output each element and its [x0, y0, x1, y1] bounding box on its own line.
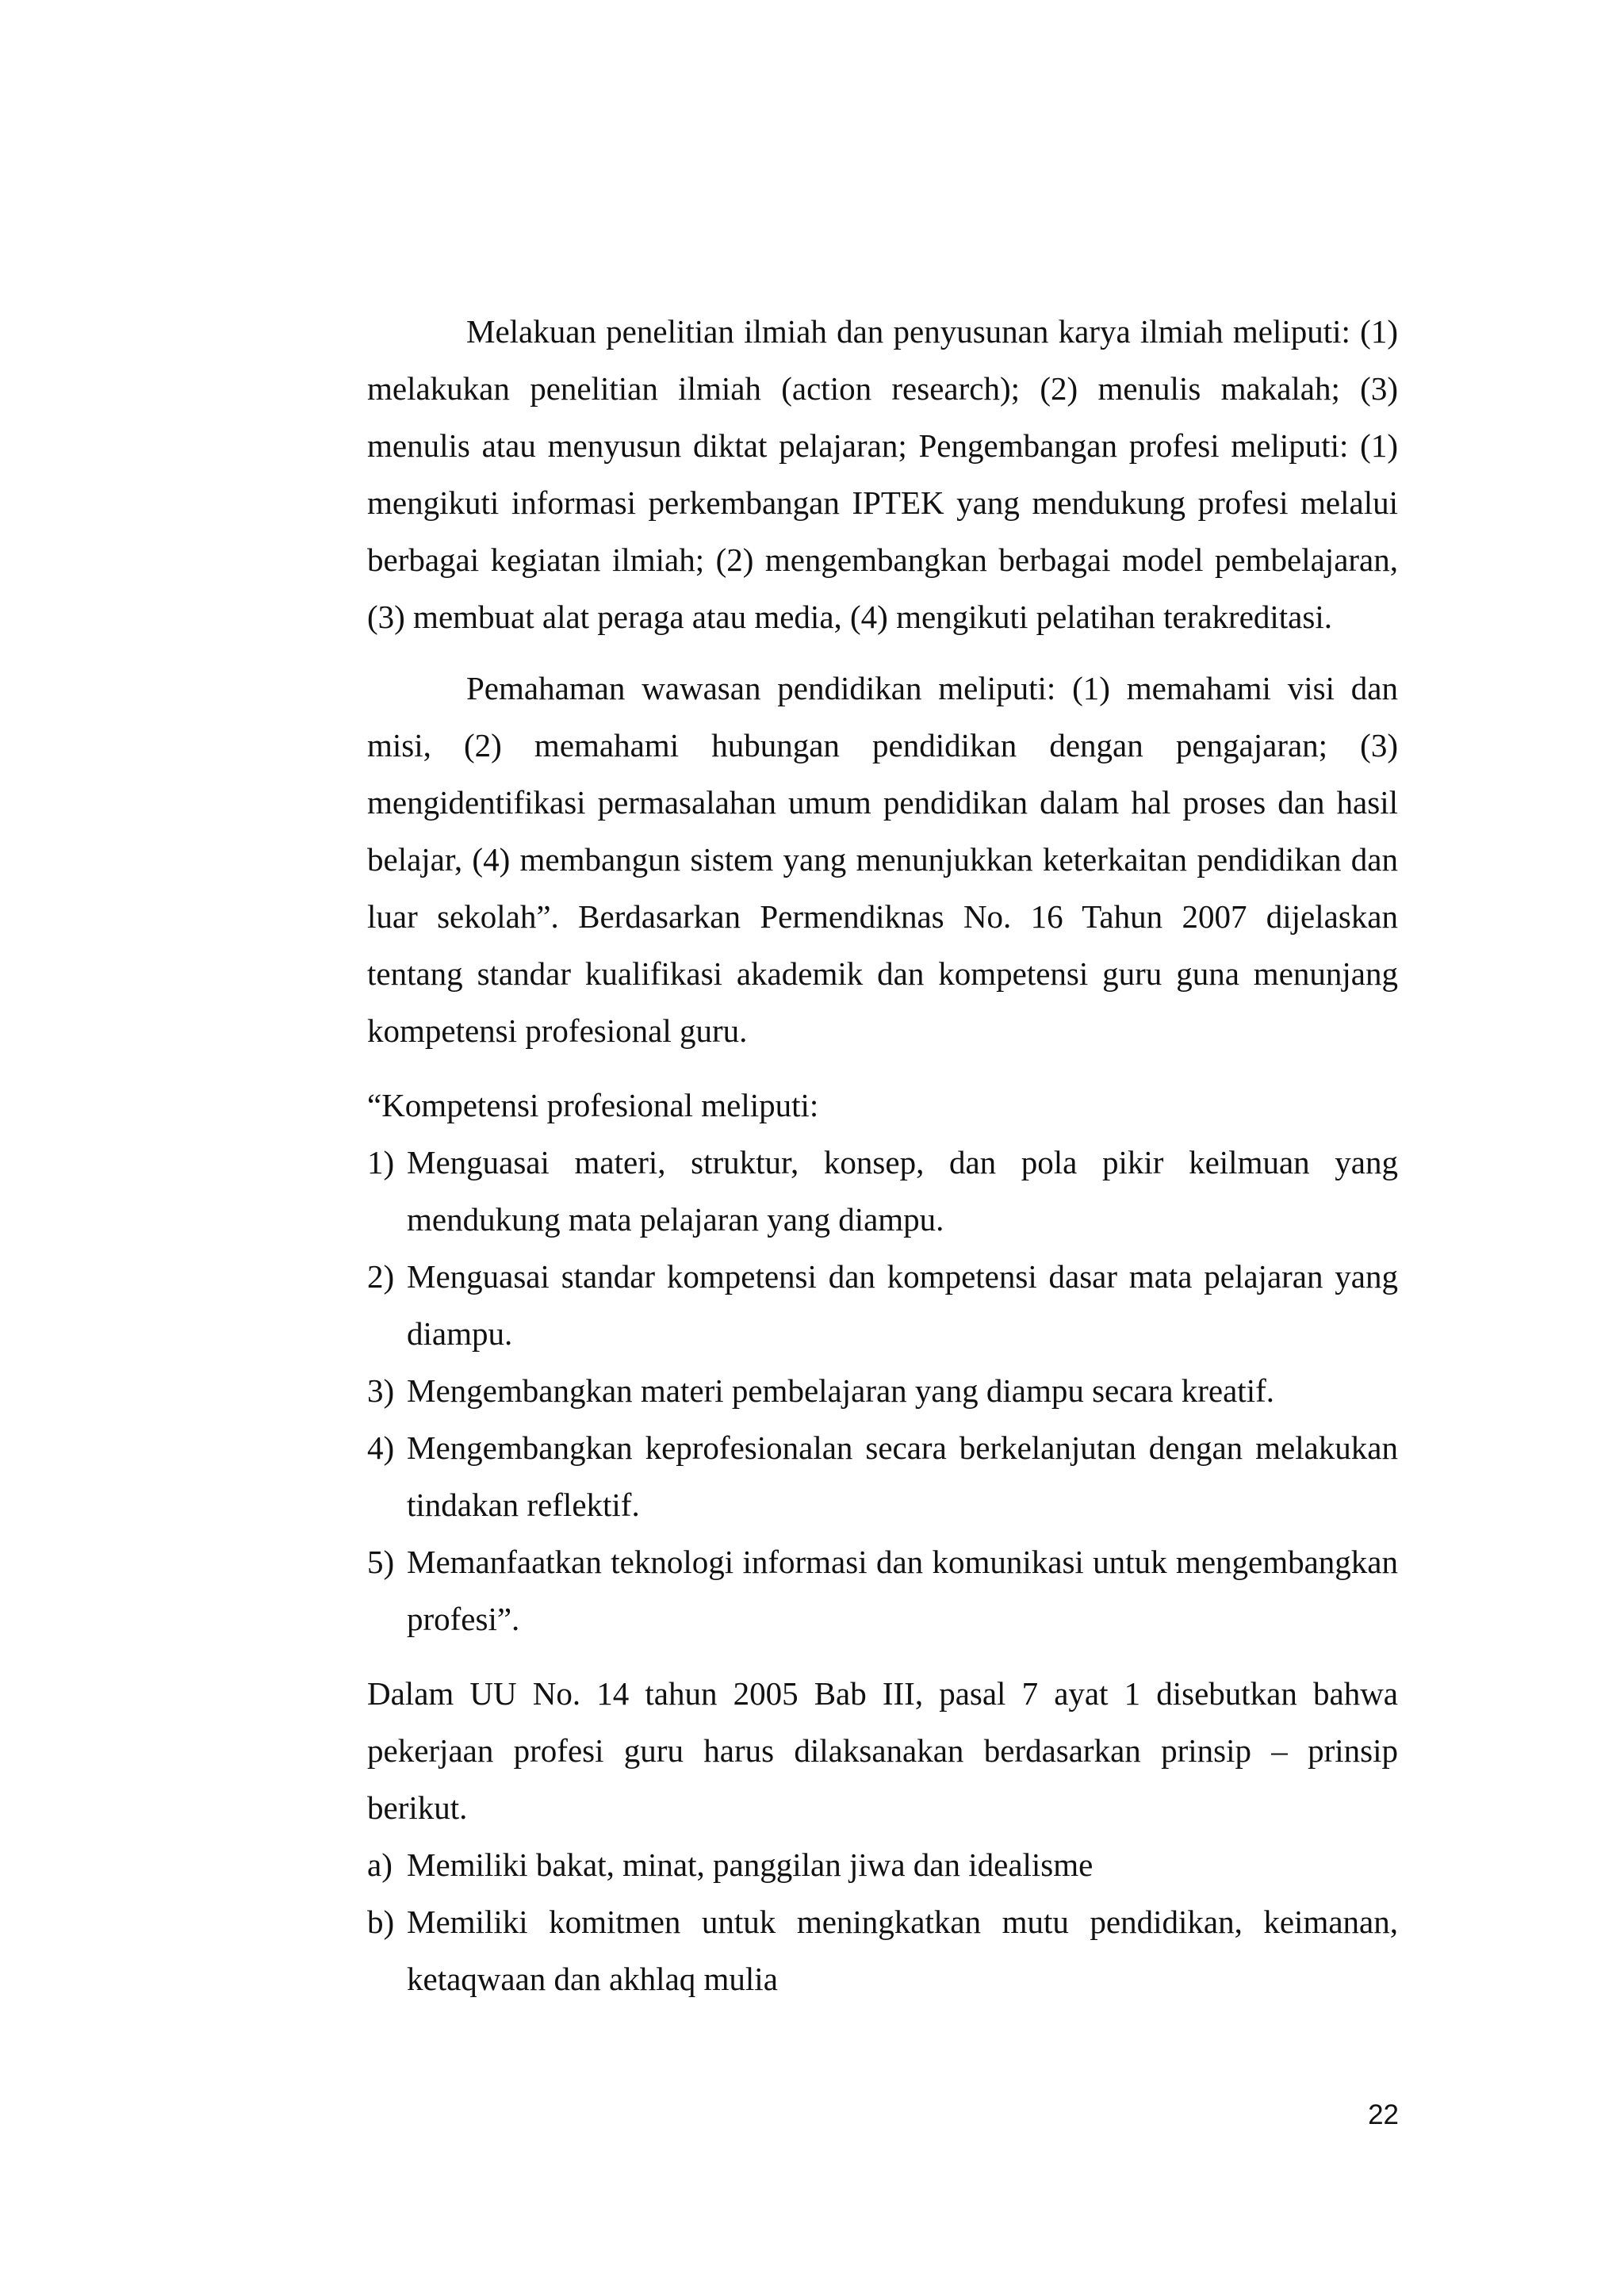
list-item: [367, 1134, 1398, 1248]
page-content: [367, 303, 1398, 2007]
list-item-text: Mengembangkan materi pembelajaran yang diampu secara kreatif.: [407, 1372, 1274, 1409]
list-item: [367, 1533, 1398, 1647]
list-item-text: Memiliki bakat, minat, panggilan jiwa dan idealisme: [407, 1846, 1094, 1883]
list-marker: 2): [367, 1258, 395, 1295]
list-item: [367, 1893, 1398, 2007]
list-item: [367, 1419, 1398, 1533]
list-marker: 5): [367, 1544, 395, 1580]
list-marker: 4): [367, 1429, 395, 1466]
numbered-list: [367, 1134, 1398, 1647]
list-item-text: Menguasai standar kompetensi dan kompetensi dasar mata pelajaran yang diampu.: [407, 1258, 1398, 1352]
list-item: [367, 1836, 1398, 1893]
list-item-text: Memiliki komitmen untuk meningkatkan mutu pendidikan, keimanan, ketaqwaan dan akhlaq mulia: [407, 1904, 1398, 1997]
list-item: [367, 1248, 1398, 1362]
page-number: 22: [1368, 2099, 1399, 2130]
paragraph-competence-intro: “Kompetensi profesional meliputi:: [367, 1087, 819, 1123]
list-marker: b): [367, 1904, 395, 1940]
list-item-text: Mengembangkan keprofesionalan secara berkelanjutan dengan melakukan tindakan reflektif.: [407, 1429, 1398, 1523]
paragraph-research: Melakuan penelitian ilmiah dan penyusunan karya ilmiah meliputi: (1) melakukan penelitian ilmiah (action research); (2) menulis makalah; (3) menulis atau menyusun diktat pelajaran; Pengembangan profesi meliputi: (1) mengikuti informasi perkembangan IPTEK yang mendukung profesi melalui berbagai kegiatan ilmiah; (2) mengembangkan berbagai model pembelajaran, (3) membuat alat peraga atau media, (4) mengikuti pelatihan terakreditasi.: [367, 313, 1398, 635]
paragraph-law-principles: Dalam UU No. 14 tahun 2005 Bab III, pasal 7 ayat 1 disebutkan bahwa pekerjaan profesi guru harus dilaksanakan berdasarkan prinsip – prinsip berikut.: [367, 1675, 1398, 1826]
list-item-text: Menguasai materi, struktur, konsep, dan pola pikir keilmuan yang mendukung mata pelajaran yang diampu.: [407, 1144, 1398, 1238]
list-item-text: Memanfaatkan teknologi informasi dan komunikasi untuk mengembangkan profesi”.: [407, 1544, 1398, 1637]
list-item: [367, 1362, 1398, 1419]
lettered-list: [367, 1836, 1398, 2007]
list-marker: a): [367, 1846, 393, 1883]
paragraph-education-insight: Pemahaman wawasan pendidikan meliputi: (1) memahami visi dan misi, (2) memahami hubungan pendidikan dengan pengajaran; (3) mengidentifikasi permasalahan umum pendidikan dalam hal proses dan hasil belajar, (4) membangun sistem yang menunjukkan keterkaitan pendidikan dan luar sekolah”. Berdasarkan Permendiknas No. 16 Tahun 2007 dijelaskan tentang standar kualifikasi akademik dan kompetensi guru guna menunjang kompetensi profesional guru.: [367, 670, 1398, 1049]
list-marker: 3): [367, 1372, 395, 1409]
list-marker: 1): [367, 1144, 395, 1181]
